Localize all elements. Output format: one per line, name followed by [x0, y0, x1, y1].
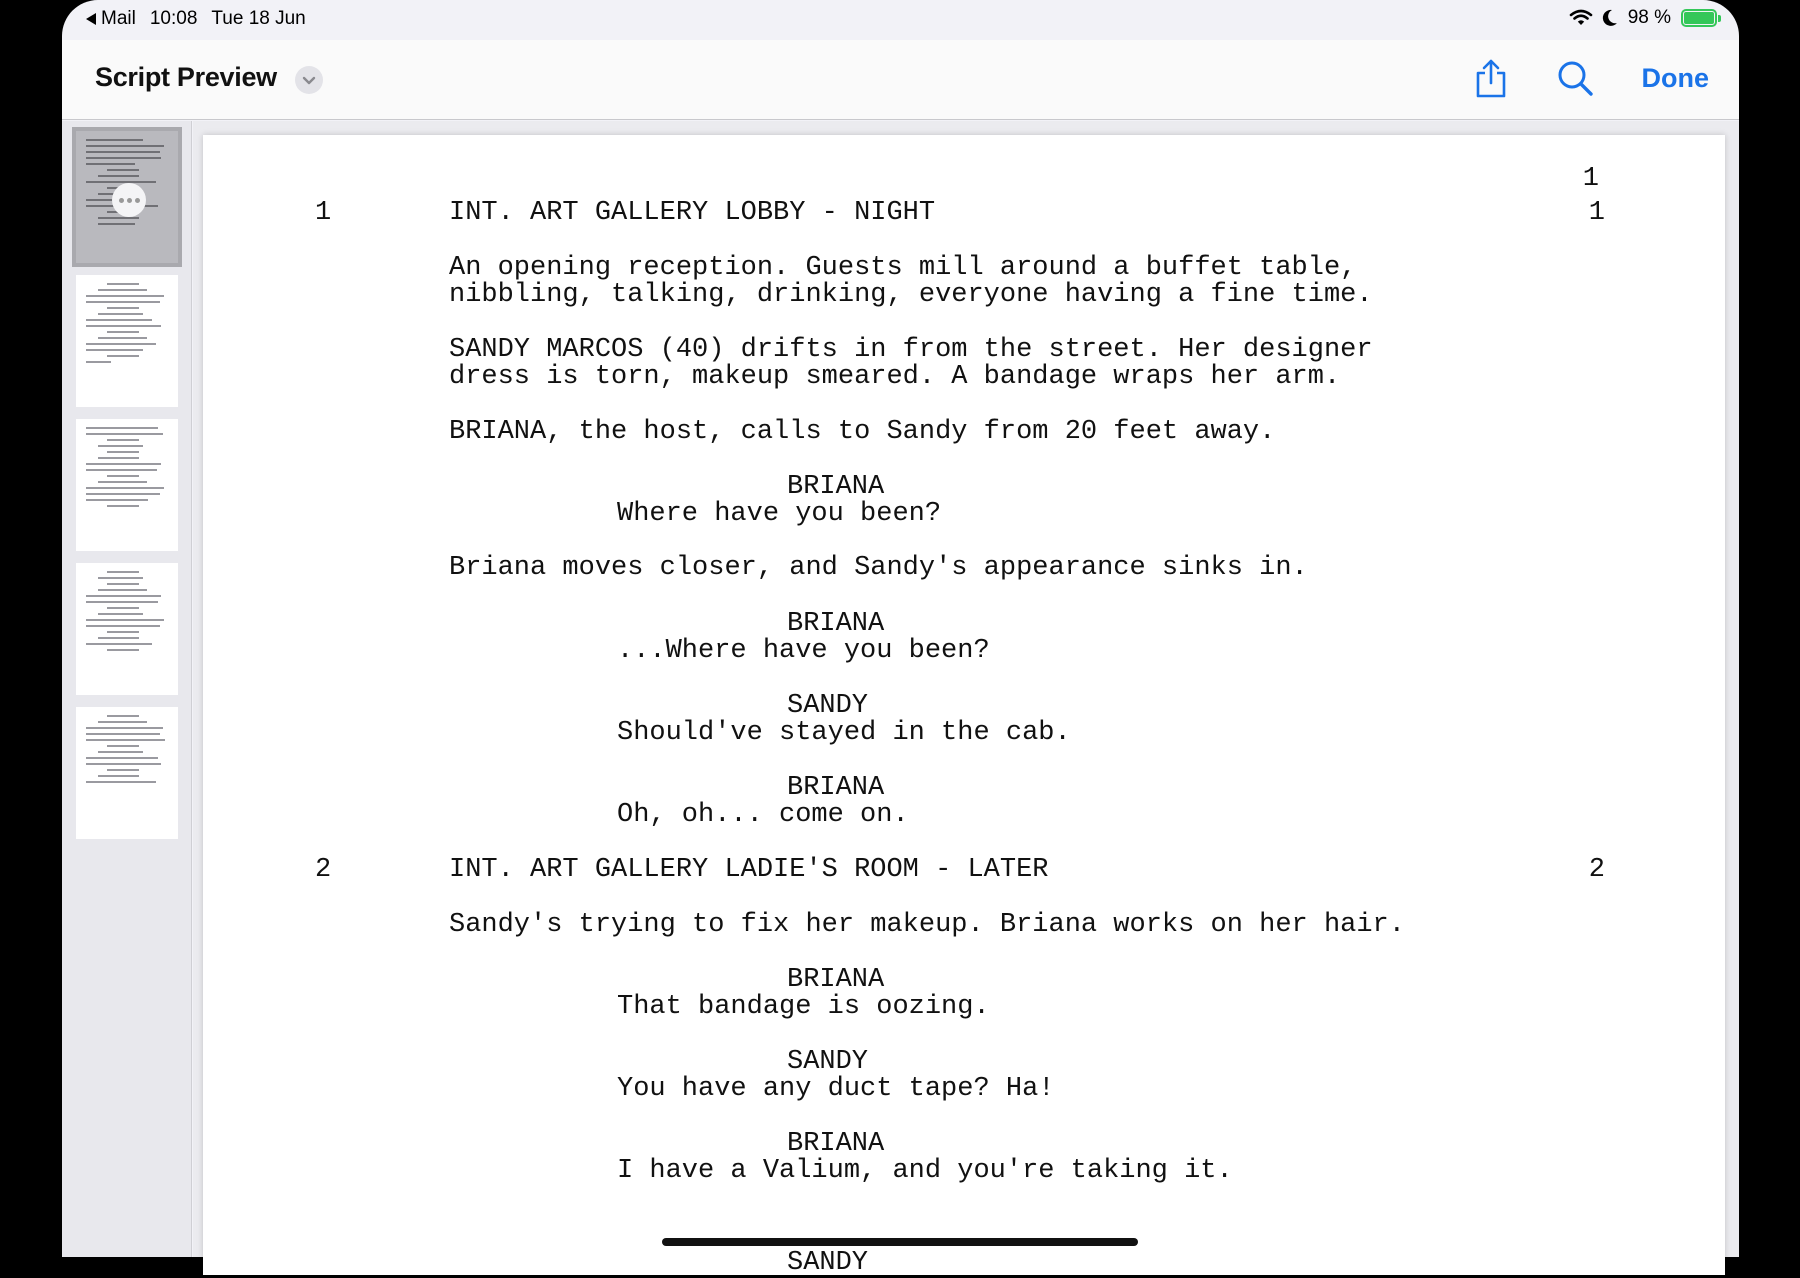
battery-nub: [1718, 15, 1721, 22]
status-time: 10:08: [149, 8, 198, 29]
chevron-down-icon: [295, 66, 323, 94]
battery-percent: 98 %: [1627, 7, 1671, 28]
page-thumbnail-2[interactable]: [76, 275, 178, 407]
status-left: [86, 8, 306, 30]
share-icon[interactable]: [1474, 58, 1508, 98]
ipad-screen: [62, 0, 1739, 1278]
action-line: dress is torn, makeup smeared. A bandage wraps her arm.: [449, 362, 1341, 392]
action-line: nibbling, talking, drinking, everyone having a fine time.: [449, 280, 1373, 310]
wifi-icon: [1570, 9, 1592, 27]
character-name: BRIANA: [787, 609, 885, 639]
page-thumbnail-1[interactable]: [76, 131, 178, 263]
scene-heading: INT. ART GALLERY LADIE'S ROOM - LATER: [449, 855, 1049, 885]
dialogue-line: Where have you been?: [617, 499, 942, 529]
page-thumbnail-5[interactable]: [76, 707, 178, 839]
character-name: BRIANA: [787, 965, 885, 995]
dialogue-line: Should've stayed in the cab.: [617, 718, 1071, 748]
dialogue-line: That bandage is oozing.: [617, 992, 990, 1022]
title-menu-button[interactable]: [295, 66, 323, 94]
back-triangle-icon: [86, 13, 96, 25]
scene-number-left: 1: [315, 198, 332, 228]
dialogue-line: I have a Valium, and you're taking it.: [617, 1156, 1233, 1186]
page-thumbnail-3[interactable]: [76, 419, 178, 551]
page-thumbnail-sidebar: [62, 121, 192, 1257]
document-viewer[interactable]: [193, 121, 1739, 1278]
character-name: BRIANA: [787, 773, 885, 803]
scene-number-left: 2: [315, 855, 332, 885]
dialogue-line: Oh, oh... come on.: [617, 800, 909, 830]
status-bar: [62, 0, 1739, 40]
battery-level: [1684, 12, 1714, 24]
back-app-label: Mail: [101, 8, 136, 29]
status-date: Tue 18 Jun: [211, 8, 306, 29]
character-name: SANDY: [787, 1248, 869, 1278]
scene-number-right: 1: [1588, 198, 1605, 228]
character-name: SANDY: [787, 1047, 869, 1077]
thumbnail-more-icon[interactable]: [112, 183, 146, 217]
done-button[interactable]: Done: [1641, 62, 1709, 93]
page-thumbnail-4[interactable]: [76, 563, 178, 695]
dialogue-line: ...Where have you been?: [617, 636, 990, 666]
dialogue-line: You have any duct tape? Ha!: [617, 1074, 1055, 1104]
nav-actions: [1474, 58, 1710, 98]
character-name: BRIANA: [787, 472, 885, 502]
page-number: 1: [1582, 164, 1599, 194]
action-line: SANDY MARCOS (40) drifts in from the street. Her designer: [449, 335, 1373, 365]
search-icon[interactable]: [1556, 59, 1594, 97]
home-indicator[interactable]: [662, 1238, 1138, 1246]
action-line: Sandy's trying to fix her makeup. Briana works on her hair.: [449, 910, 1405, 940]
character-name: BRIANA: [787, 1129, 885, 1159]
action-line: Briana moves closer, and Sandy's appearance sinks in.: [449, 553, 1308, 583]
nav-bar: [62, 40, 1739, 120]
moon-icon: [1602, 9, 1618, 27]
battery-icon: [1681, 9, 1717, 27]
scene-number-right: 2: [1588, 855, 1605, 885]
back-to-app[interactable]: [86, 8, 136, 30]
status-right: [1570, 7, 1717, 29]
scene-heading: INT. ART GALLERY LOBBY - NIGHT: [449, 198, 936, 228]
action-line: An opening reception. Guests mill around a buffet table,: [449, 253, 1357, 283]
nav-title[interactable]: Script Preview: [95, 62, 277, 92]
character-name: SANDY: [787, 691, 869, 721]
action-line: BRIANA, the host, calls to Sandy from 20 feet away.: [449, 417, 1276, 447]
script-page: [203, 135, 1725, 1278]
